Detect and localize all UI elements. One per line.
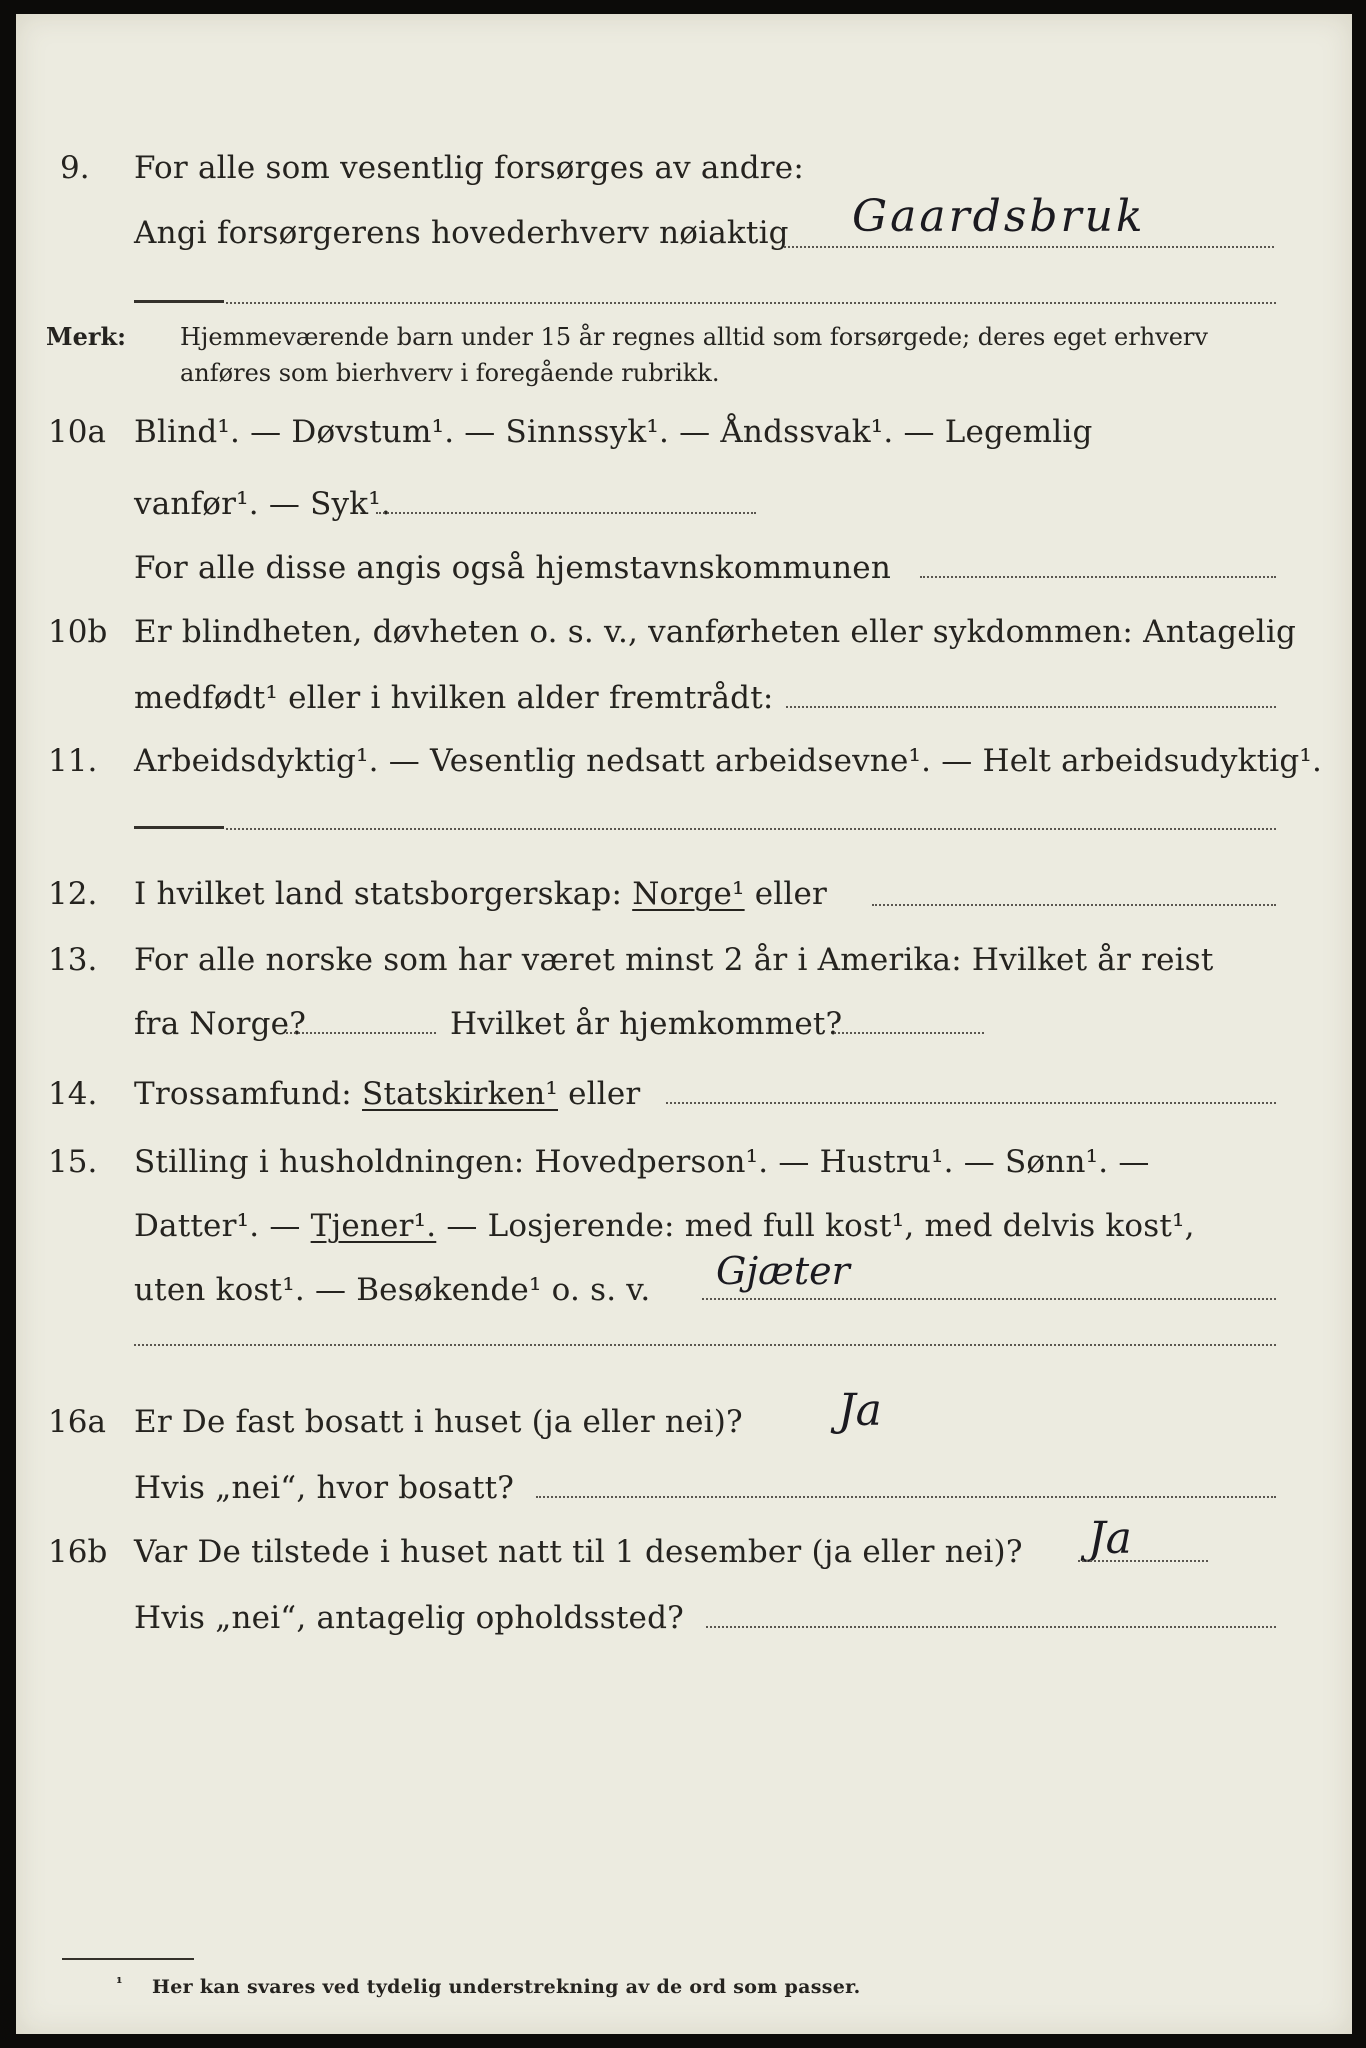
- q10b-answer-line: [786, 706, 1276, 708]
- q11-number: 11.: [48, 743, 98, 779]
- q15-question-line2: [134, 1206, 1195, 1246]
- q15-underlined-answer: Tjener¹.: [310, 1208, 437, 1244]
- footnote-text: Her kan svares ved tydelig understrekning av de ord som passer.: [152, 1976, 861, 1998]
- q14-question: [134, 1074, 640, 1114]
- q15-question-line1: Stilling i husholdningen: Hovedperson¹. — Hustru¹. — Sønn¹. —: [134, 1144, 1150, 1180]
- q12-number: [48, 874, 97, 914]
- merk-label: Merk:: [46, 322, 126, 351]
- q16a-handwritten-answer: Ja: [838, 1385, 882, 1436]
- q15-question-line3: uten kost¹. — Besøkende¹ o. s. v.: [134, 1272, 651, 1308]
- separator-dotted-3: [134, 1344, 1276, 1346]
- q14-underlined-answer: Statskirken¹: [362, 1076, 558, 1112]
- q10a-number: 10a: [48, 414, 106, 450]
- q10b-number: 10b: [48, 614, 108, 650]
- q16b-answer-line1: [1078, 1560, 1208, 1562]
- q16a-answer-line: [536, 1496, 1276, 1498]
- footnote-rule: [62, 1958, 194, 1960]
- q9-question-line1: For alle som vesentlig forsørges av andre:: [134, 150, 804, 186]
- q13-question-line2a: fra Norge?: [134, 1006, 307, 1042]
- q9-number: 9.: [60, 150, 90, 186]
- q11-question-line1: Arbeidsdyktig¹. — Vesentlig nedsatt arbeidsevne¹. — Helt arbeidsudyktig¹.: [134, 743, 1323, 779]
- q15-handwritten-answer: Gjæter: [716, 1249, 850, 1293]
- q13-question-line1: For alle norske som har været minst 2 år i Amerika: Hvilket år reist: [134, 942, 1214, 978]
- q10a-question-line1: Blind¹. — Døvstum¹. — Sinnssyk¹. — Åndssvak¹. — Legemlig: [134, 414, 1093, 450]
- q9-handwritten-answer: Gaardsbruk: [852, 191, 1146, 242]
- q15-number: 15.: [48, 1144, 98, 1180]
- q13-answer-line-reist: [286, 1032, 436, 1034]
- q14-question-suffix: eller: [568, 1076, 641, 1112]
- q16b-question-line1: Var De tilstede i huset natt til 1 desember (ja eller nei)?: [134, 1534, 1023, 1570]
- q16a-number: 16a: [48, 1404, 106, 1440]
- q12-question-suffix: eller: [754, 876, 828, 912]
- q16b-answer-line2: [706, 1626, 1276, 1628]
- q10a-answer-line2: [920, 576, 1276, 578]
- q16a-question-line1: Er De fast bosatt i huset (ja eller nei)?: [134, 1404, 743, 1440]
- separator-dotted-2: [226, 828, 1276, 830]
- q15-line2-end: — Losjerende: med full kost¹, med delvis kost¹,: [446, 1208, 1195, 1244]
- q12-number-text: 12.: [48, 876, 98, 912]
- q15-line2-start: Datter¹. —: [134, 1208, 301, 1244]
- q12-answer-line: [872, 904, 1276, 906]
- q12-underlined-answer: Norge¹: [632, 876, 745, 912]
- q15-answer-line: [702, 1298, 1276, 1300]
- q16b-handwritten-answer: Ja: [1088, 1513, 1132, 1564]
- footnote-mark: ¹: [116, 1974, 123, 1992]
- q13-question-line2b: Hvilket år hjemkommet?: [450, 1006, 843, 1042]
- q14-number: 14.: [48, 1076, 98, 1112]
- q16a-question-line2: Hvis „nei“, hvor bosatt?: [134, 1470, 515, 1506]
- separator-dotted: [226, 302, 1276, 304]
- census-form-page: [16, 14, 1352, 2034]
- q9-question-line2: Angi forsørgerens hovederhverv nøiaktig: [134, 215, 789, 251]
- q12-question-text: I hvilket land statsborgerskap:: [134, 876, 623, 912]
- q16b-number: 16b: [48, 1534, 108, 1570]
- q14-answer-line: [666, 1102, 1276, 1104]
- q14-question-text: Trossamfund:: [134, 1076, 352, 1112]
- merk-text-line2: anføres som bierhverv i foregående rubrikk.: [180, 359, 720, 387]
- q16b-question-line2: Hvis „nei“, antagelig opholdssted?: [134, 1600, 684, 1636]
- q9-answer-line: [784, 246, 1274, 248]
- separator-short-2: [134, 826, 224, 829]
- q10a-question-line2: vanfør¹. — Syk¹.: [134, 486, 391, 522]
- q10b-question-line1: Er blindheten, døvheten o. s. v., vanførheten eller sykdommen: Antagelig: [134, 614, 1297, 650]
- q13-number: 13.: [48, 942, 98, 978]
- merk-text-line1: Hjemmeværende barn under 15 år regnes alltid som forsørgede; deres eget erhverv: [180, 323, 1208, 351]
- q10a-question-line3: For alle disse angis også hjemstavnskommunen: [134, 550, 891, 586]
- q13-answer-line-hjemkommet: [834, 1032, 984, 1034]
- separator-short: [134, 300, 224, 303]
- q12-question: [134, 874, 827, 914]
- q10a-answer-line1: [376, 512, 756, 514]
- q10b-question-line2: medfødt¹ eller i hvilken alder fremtrådt:: [134, 680, 774, 716]
